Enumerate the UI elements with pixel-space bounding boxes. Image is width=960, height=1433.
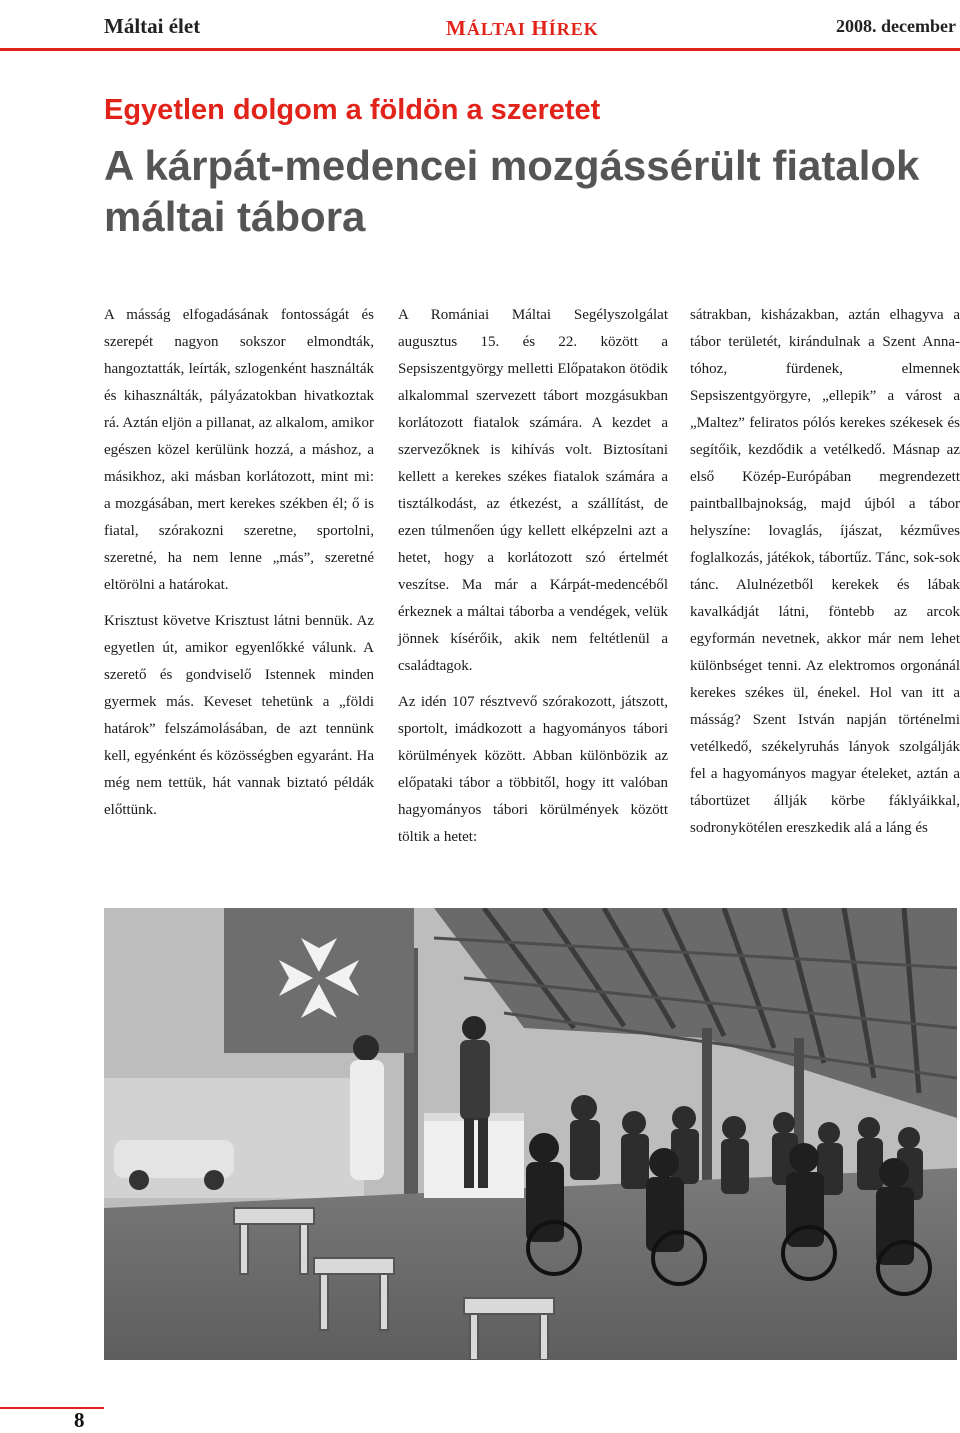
header-rule — [0, 48, 960, 51]
issue-date: 2008. december — [836, 16, 956, 36]
publication-name: Máltai élet — [104, 14, 201, 38]
paragraph: A Romániai Máltai Segélyszolgálat augusztus 15. és 22. között a Sepsiszentgyörgy melletti Előpatakon ötödik alkalommal szervezett tábort mozgásukban korlátozott fiatalok számára. A kezdet a szervezőknek is kihívás volt. Biztosítani kellett a kerekes székes fiatalok számára a tisztálkodást, az étkezést, a szállítást, de ezen túlmenően úgy kellett elképzelni azt a hetet, hogy a korlátozott szó értelmét veszítse. Ma már a Kárpát-medencéből érkeznek a máltai táborba a vendégek, velük jönnek kísérőik, akik nem feltétlenül a családtagok. — [398, 307, 668, 674]
article-kicker: Egyetlen dolgom a földön a szeretet — [104, 94, 601, 126]
section-title-word-1: ÁLTAI — [466, 19, 526, 39]
section-title-initial-1: M — [446, 16, 467, 40]
text-column-3 — [690, 302, 960, 851]
page-header — [0, 0, 960, 56]
paragraph: Krisztust követve Krisztust látni bennük. Az egyetlen út, amikor egyenlőkké válunk. A szerető és gondviselő Istennek minden gyermek más. Keveset tehetünk a „földi határok” felszámolásában, de azt tennünk kell, egyénként és közösségben egyaránt. Ha még nem tettük, hát vannak biztató példák előttünk. — [104, 613, 374, 818]
paragraph: sátrakban, kisházakban, aztán elhagyva a tábor területét, kirándulnak a Szent Anna-tóhoz, fürdenek, elmennek Sepsiszentgyörgyre, „ellepik” a várost a „Maltez” feliratos pólós kerekes székesek és segítőik, kezdődik a vetélkedő. Másnap az első Közép-Európában megrendezett paintballbajnokság, majd újból a tábor helyszíne: lovaglás, íjászat, kézműves foglalkozás, játékok, tábortűz. Tánc, sok-sok tánc. Alulnézetből kerekek és lábak kavalkádját látni, föntebb az arcok egyformán nevetnek, akkor már nem lehet különbséget tenni. Az elektromos orgonánál kerekes székes ül, énekel. Hol van itt a másság? Szent István napján történelmi vetélkedő, székelyruhás lányok szolgálják fel a hagyományos magyar ételeket, aztán a tábortüzet állják körbe fáklyáikkal, sodronykötélen ereszkedik alá a láng és — [690, 307, 960, 836]
section-title-word-2: ÍREK — [548, 19, 599, 39]
text-column-1 — [104, 302, 374, 833]
page-number: 8 — [74, 1408, 85, 1432]
article-title: A kárpát-medencei mozgássérült fiatalok máltai tábora — [104, 142, 920, 240]
text-column-2 — [398, 302, 668, 860]
paragraph: A másság elfogadásának fontosságát és szerepét nagyon sokszor elmondták, hangoztatták, leírták, szlogenként használták és kihasználták, pályázatokban hivatkoztak rá. Aztán eljön a pillanat, az alkalom, amikor egészen közel kerülünk hozzá, a máshoz, a másikhoz, aki másban korlátozott, mint mi: a mozgásában, mert kerekes székben él; ő is fiatal, szórakozni szeretne, sportolni, szeretné, ha nem lenne „más”, szeretné eltörölni a határokat. — [104, 307, 374, 593]
page-number-rule — [0, 1407, 104, 1409]
section-title-initial-2: H — [531, 16, 549, 40]
section-title — [446, 16, 599, 41]
camp-photo — [104, 908, 957, 1360]
paragraph: Az idén 107 résztvevő szórakozott, játszott, sportolt, imádkozott a hagyományos tábori körülmények között. Abban különbözik az előpataki tábor a többitől, hogy itt valóban hagyományos tábori körülmények között töltik a hetet: — [398, 694, 668, 845]
